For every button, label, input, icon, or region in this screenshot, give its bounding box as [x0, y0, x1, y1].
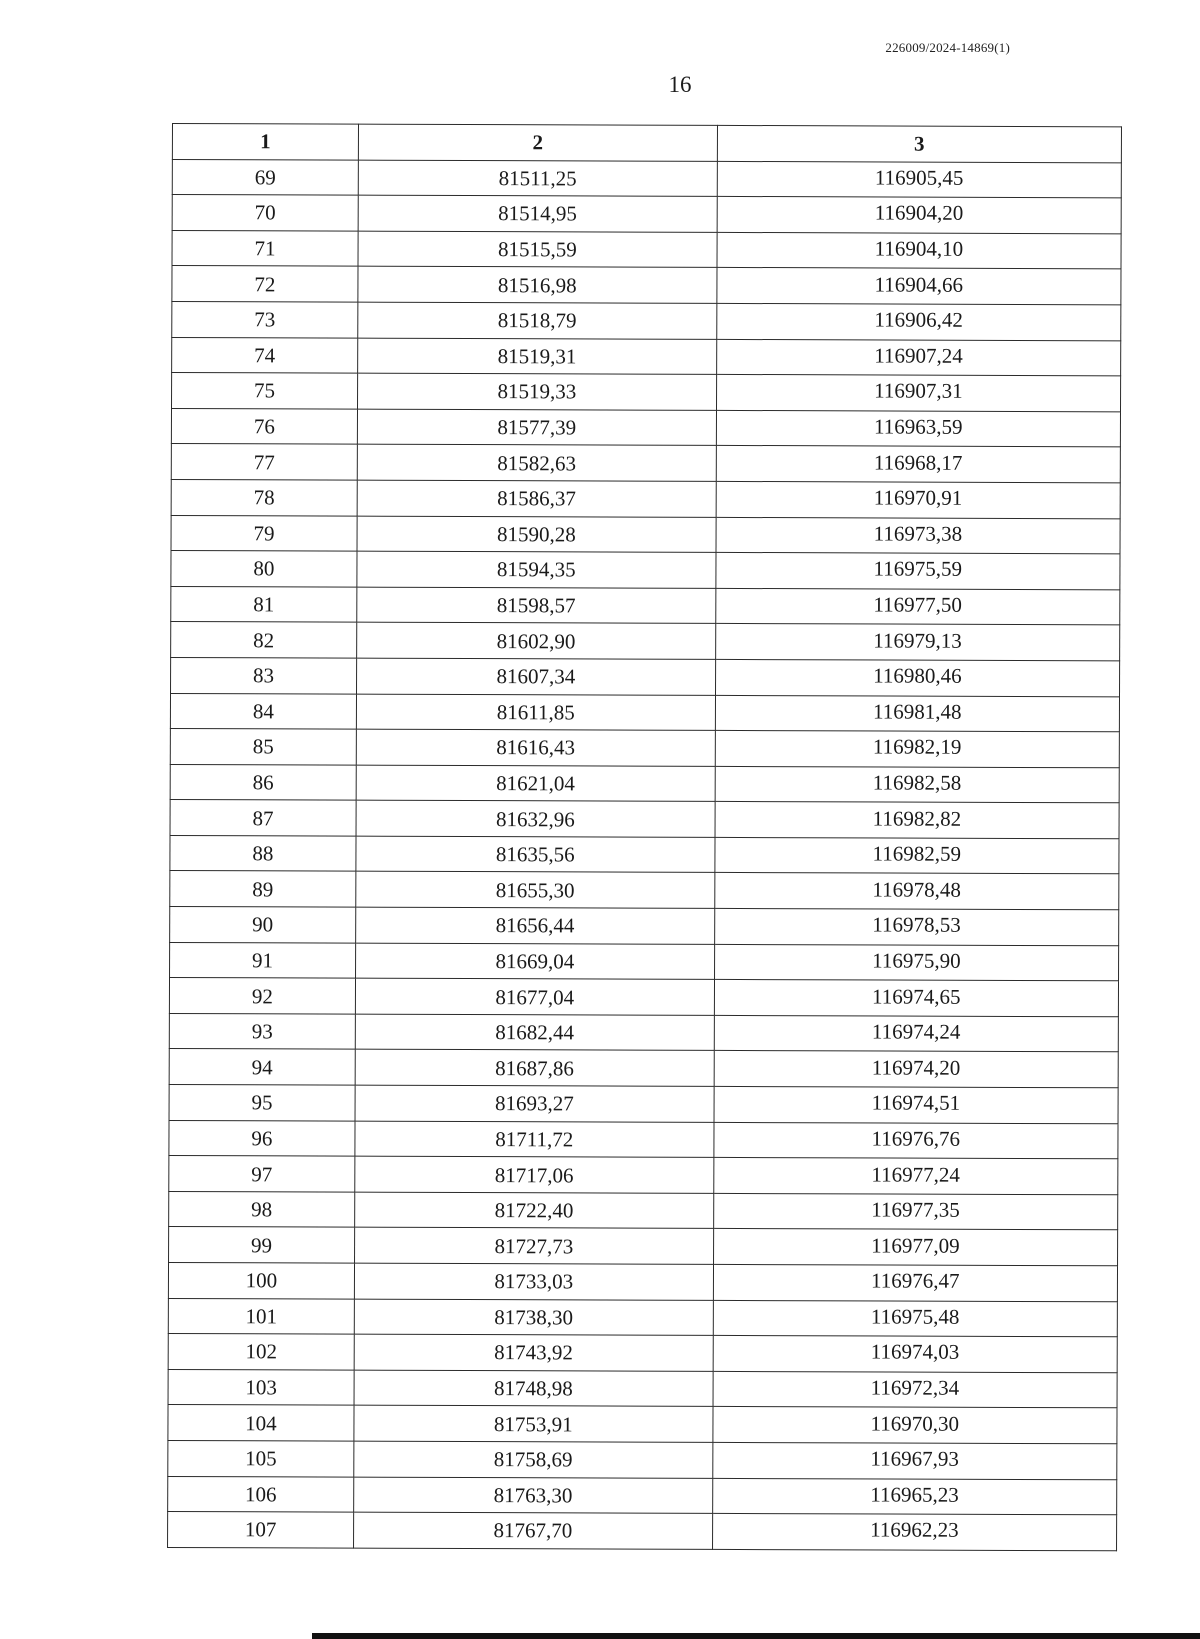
- coordinate-x-cell: 81518,79: [358, 302, 717, 339]
- point-number-cell: 104: [168, 1405, 354, 1441]
- coordinate-y-cell: 116979,13: [715, 622, 1119, 659]
- table-row: [168, 1405, 1117, 1444]
- table-row: [168, 1298, 1117, 1337]
- point-number-cell: 83: [171, 657, 357, 693]
- coordinate-y-cell: 116970,30: [713, 1405, 1117, 1442]
- coordinate-y-cell: 116977,35: [713, 1191, 1117, 1228]
- table-row: [169, 1049, 1118, 1088]
- coordinate-y-cell: 116980,46: [715, 657, 1119, 694]
- coordinate-x-cell: 81743,92: [354, 1334, 713, 1371]
- coordinate-y-cell: 116974,03: [713, 1334, 1117, 1371]
- document-reference: 226009/2024-14869(1): [885, 40, 1010, 55]
- point-number-cell: 101: [168, 1298, 354, 1334]
- point-number-cell: 96: [169, 1120, 355, 1156]
- coordinate-x-cell: 81722,40: [355, 1192, 714, 1229]
- table-row: [170, 729, 1119, 768]
- point-number-cell: 85: [170, 729, 356, 765]
- table-row: [169, 1156, 1118, 1195]
- coordinate-y-cell: 116906,42: [716, 301, 1120, 338]
- coordinate-x-cell: 81711,72: [355, 1121, 714, 1158]
- coordinate-x-cell: 81616,43: [356, 729, 715, 766]
- table-row: [172, 195, 1121, 234]
- column-header-1: 1: [172, 124, 358, 160]
- coordinate-y-cell: 116973,38: [716, 515, 1120, 552]
- coordinate-x-cell: 81586,37: [357, 480, 716, 517]
- table-row: [168, 1440, 1117, 1479]
- coordinate-x-cell: 81516,98: [358, 267, 717, 304]
- table-row: [168, 1476, 1117, 1515]
- table-row: [168, 1334, 1117, 1373]
- coordinate-y-cell: 116975,48: [713, 1298, 1117, 1335]
- point-number-cell: 107: [168, 1512, 354, 1548]
- coordinate-y-cell: 116907,31: [716, 373, 1120, 410]
- coordinate-y-cell: 116965,23: [712, 1476, 1116, 1513]
- coordinate-y-cell: 116981,48: [715, 693, 1119, 730]
- coordinate-x-cell: 81635,56: [356, 836, 715, 873]
- point-number-cell: 78: [171, 479, 357, 515]
- coordinate-x-cell: 81753,91: [354, 1406, 713, 1443]
- coordinate-x-cell: 81511,25: [358, 160, 717, 197]
- table-header-row: [172, 124, 1121, 163]
- coordinate-y-cell: 116975,90: [714, 942, 1118, 979]
- point-number-cell: 82: [171, 622, 357, 658]
- table-row: [171, 586, 1120, 625]
- table-row: [169, 1085, 1118, 1124]
- coordinate-x-cell: 81687,86: [355, 1050, 714, 1087]
- table-row: [170, 764, 1119, 803]
- table-row: [172, 230, 1121, 269]
- point-number-cell: 70: [172, 195, 358, 231]
- coordinate-x-cell: 81727,73: [355, 1228, 714, 1265]
- table-row: [170, 942, 1119, 981]
- page-number: 16: [668, 72, 692, 97]
- point-number-cell: 71: [172, 230, 358, 266]
- coordinate-x-cell: 81598,57: [357, 587, 716, 624]
- coordinate-x-cell: 81594,35: [357, 551, 716, 588]
- table-row: [170, 907, 1119, 946]
- coordinate-y-cell: 116963,59: [716, 408, 1120, 445]
- table-row: [171, 408, 1120, 447]
- table-row: [170, 693, 1119, 732]
- coordinate-y-cell: 116982,19: [715, 728, 1119, 765]
- point-number-cell: 79: [171, 515, 357, 551]
- table-row: [172, 159, 1121, 198]
- point-number-cell: 81: [171, 586, 357, 622]
- point-number-cell: 88: [170, 835, 356, 871]
- point-number-cell: 94: [169, 1049, 355, 1085]
- coordinate-x-cell: 81656,44: [356, 907, 715, 944]
- coordinate-x-cell: 81582,63: [357, 444, 716, 481]
- scan-edge-bar: [312, 1633, 1200, 1639]
- coordinate-y-cell: 116982,59: [715, 835, 1119, 872]
- table-row: [169, 1120, 1118, 1159]
- coordinate-x-cell: 81677,04: [355, 978, 714, 1015]
- coordinate-y-cell: 116976,76: [714, 1120, 1118, 1157]
- coordinate-y-cell: 116972,34: [713, 1369, 1117, 1406]
- table-body: [168, 159, 1122, 1550]
- coordinate-y-cell: 116962,23: [712, 1512, 1116, 1549]
- table-row: [168, 1512, 1117, 1551]
- coordinate-x-cell: 81515,59: [358, 231, 717, 268]
- point-number-cell: 72: [172, 266, 358, 302]
- coordinate-x-cell: 81621,04: [356, 765, 715, 802]
- coordinate-x-cell: 81577,39: [357, 409, 716, 446]
- column-header-3: 3: [717, 125, 1121, 162]
- table-row: [172, 266, 1121, 305]
- coordinate-y-cell: 116974,24: [714, 1013, 1118, 1050]
- coordinate-x-cell: 81733,03: [354, 1263, 713, 1300]
- table-row: [171, 657, 1120, 696]
- point-number-cell: 74: [172, 337, 358, 373]
- coordinate-x-cell: 81632,96: [356, 800, 715, 837]
- coordinate-y-cell: 116974,20: [714, 1049, 1118, 1086]
- point-number-cell: 75: [172, 373, 358, 409]
- table-row: [172, 373, 1121, 412]
- coordinate-y-cell: 116967,93: [712, 1440, 1116, 1477]
- coordinate-y-cell: 116976,47: [713, 1262, 1117, 1299]
- coordinate-y-cell: 116907,24: [716, 337, 1120, 374]
- coordinate-x-cell: 81669,04: [356, 943, 715, 980]
- coordinate-x-cell: 81763,30: [354, 1477, 713, 1514]
- coordinate-x-cell: 81767,70: [354, 1512, 713, 1549]
- table-row: [168, 1369, 1117, 1408]
- column-header-2: 2: [358, 124, 717, 161]
- coordinates-table: [167, 123, 1122, 1551]
- coordinate-x-cell: 81758,69: [354, 1441, 713, 1478]
- coordinate-y-cell: 116974,51: [714, 1084, 1118, 1121]
- table-row: [171, 622, 1120, 661]
- table-row: [169, 978, 1118, 1017]
- coordinate-y-cell: 116982,82: [715, 800, 1119, 837]
- point-number-cell: 95: [169, 1085, 355, 1121]
- coordinate-y-cell: 116968,17: [716, 444, 1120, 481]
- point-number-cell: 99: [169, 1227, 355, 1263]
- coordinate-y-cell: 116904,20: [717, 195, 1121, 232]
- coordinate-y-cell: 116970,91: [716, 479, 1120, 516]
- point-number-cell: 92: [169, 978, 355, 1014]
- coordinate-y-cell: 116977,09: [713, 1227, 1117, 1264]
- coordinate-x-cell: 81519,33: [358, 373, 717, 410]
- table-row: [171, 479, 1120, 518]
- coordinate-x-cell: 81611,85: [356, 694, 715, 731]
- coordinate-x-cell: 81590,28: [357, 516, 716, 553]
- coordinate-y-cell: 116982,58: [715, 764, 1119, 801]
- coordinate-x-cell: 81655,30: [356, 872, 715, 909]
- point-number-cell: 80: [171, 551, 357, 587]
- table-row: [170, 835, 1119, 874]
- coordinate-x-cell: 81602,90: [357, 622, 716, 659]
- coordinate-y-cell: 116974,65: [714, 978, 1118, 1015]
- point-number-cell: 76: [171, 408, 357, 444]
- table-row: [171, 515, 1120, 554]
- coordinate-y-cell: 116904,66: [717, 266, 1121, 303]
- table-row: [169, 1013, 1118, 1052]
- point-number-cell: 73: [172, 301, 358, 337]
- point-number-cell: 84: [170, 693, 356, 729]
- coordinate-x-cell: 81607,34: [357, 658, 716, 695]
- coordinate-y-cell: 116977,50: [715, 586, 1119, 623]
- table-row: [172, 301, 1121, 340]
- point-number-cell: 90: [170, 907, 356, 943]
- table-row: [168, 1262, 1117, 1301]
- point-number-cell: 98: [169, 1191, 355, 1227]
- point-number-cell: 89: [170, 871, 356, 907]
- coordinate-y-cell: 116904,10: [717, 230, 1121, 267]
- point-number-cell: 86: [170, 764, 356, 800]
- coordinate-y-cell: 116977,24: [713, 1156, 1117, 1193]
- coordinate-y-cell: 116978,48: [714, 871, 1118, 908]
- table-row: [172, 337, 1121, 376]
- point-number-cell: 97: [169, 1156, 355, 1192]
- point-number-cell: 87: [170, 800, 356, 836]
- point-number-cell: 103: [168, 1369, 354, 1405]
- table-row: [170, 871, 1119, 910]
- point-number-cell: 93: [169, 1013, 355, 1049]
- coordinate-x-cell: 81519,31: [358, 338, 717, 375]
- coordinate-x-cell: 81682,44: [355, 1014, 714, 1051]
- coordinates-table-container: [167, 123, 1122, 1551]
- point-number-cell: 106: [168, 1476, 354, 1512]
- table-row: [170, 800, 1119, 839]
- coordinate-y-cell: 116975,59: [716, 551, 1120, 588]
- table-row: [169, 1227, 1118, 1266]
- coordinate-y-cell: 116905,45: [717, 159, 1121, 196]
- coordinate-x-cell: 81738,30: [354, 1299, 713, 1336]
- coordinate-x-cell: 81693,27: [355, 1085, 714, 1122]
- point-number-cell: 105: [168, 1440, 354, 1476]
- table-row: [171, 551, 1120, 590]
- point-number-cell: 69: [172, 159, 358, 195]
- coordinate-x-cell: 81717,06: [355, 1156, 714, 1193]
- coordinate-x-cell: 81514,95: [358, 195, 717, 232]
- point-number-cell: 102: [168, 1334, 354, 1370]
- point-number-cell: 77: [171, 444, 357, 480]
- coordinate-y-cell: 116978,53: [714, 906, 1118, 943]
- coordinate-x-cell: 81748,98: [354, 1370, 713, 1407]
- table-row: [169, 1191, 1118, 1230]
- point-number-cell: 100: [168, 1262, 354, 1298]
- point-number-cell: 91: [170, 942, 356, 978]
- table-row: [171, 444, 1120, 483]
